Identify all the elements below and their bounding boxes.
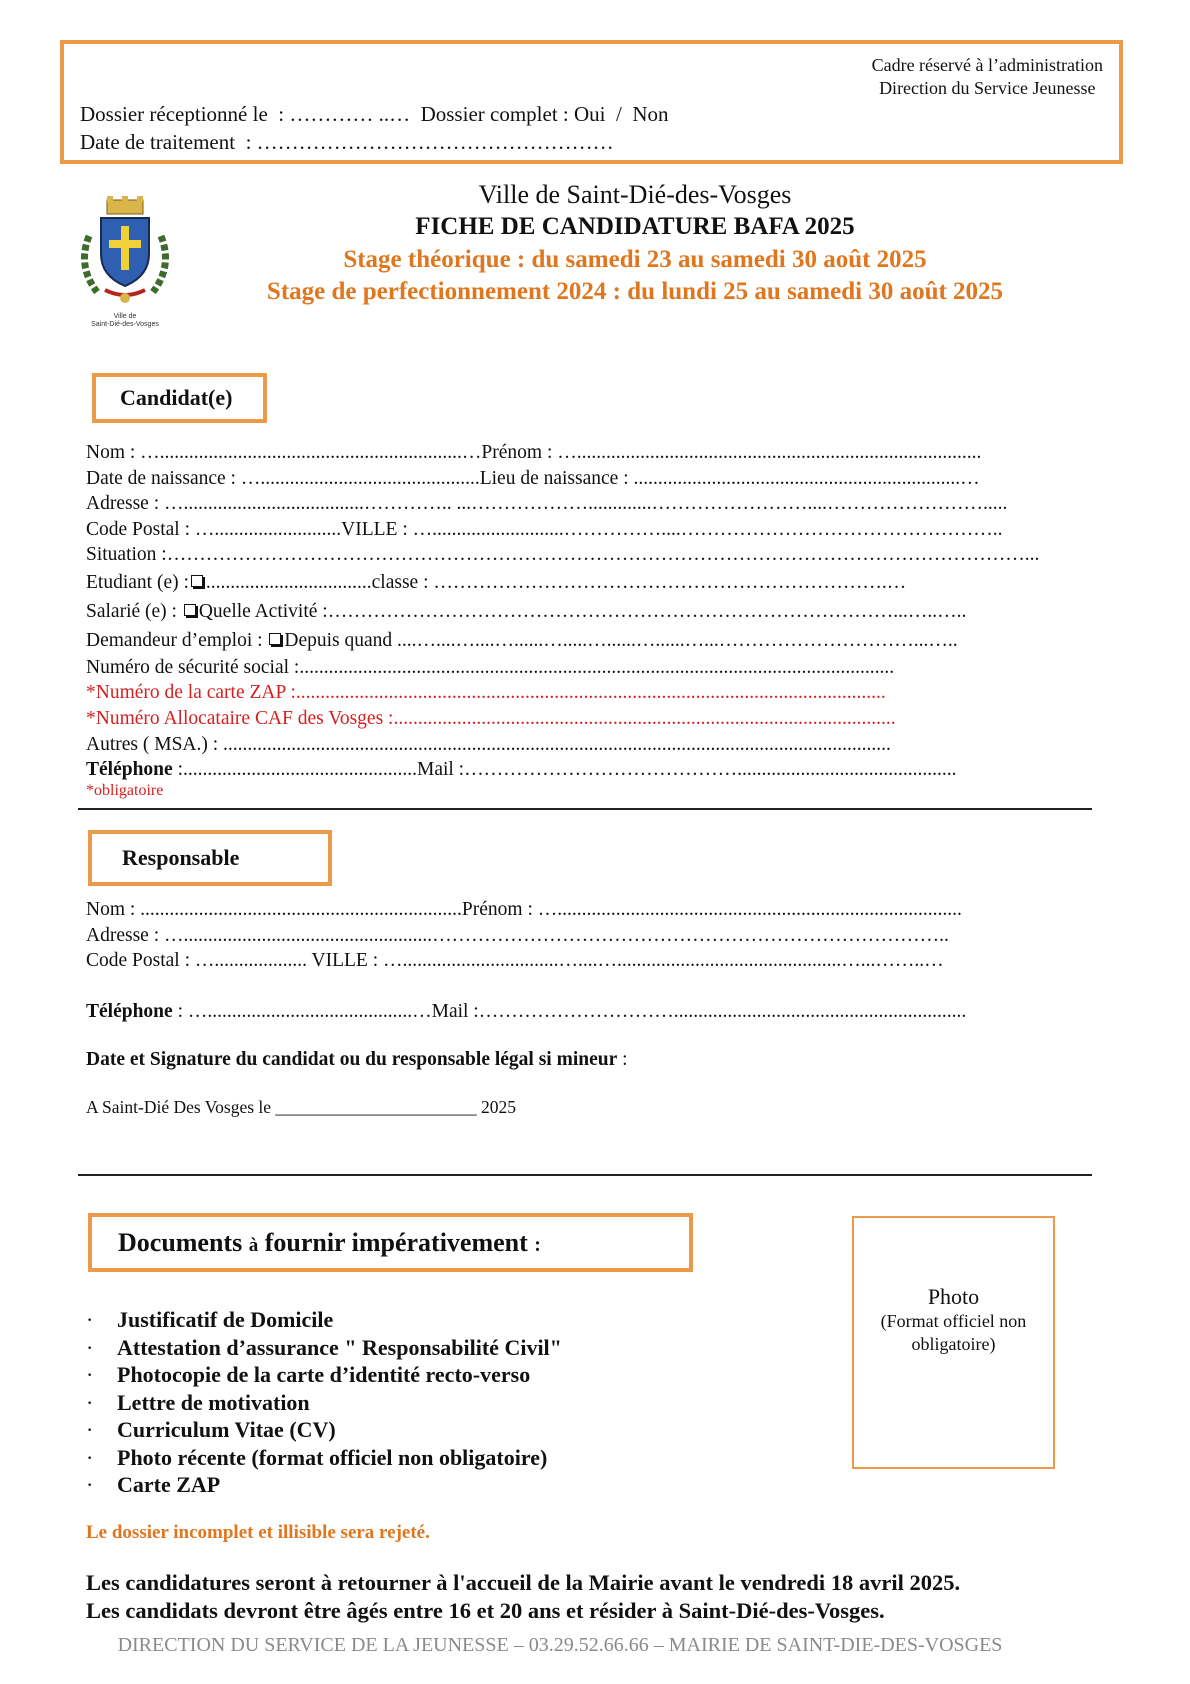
candidat-code-postal-field[interactable]: Code Postal : …..........................VILLE : …...........................……………....…………………………………………..: [86, 519, 1003, 540]
responsable-adresse-field[interactable]: Adresse : …...................................................……………………………………………………………………..: [86, 925, 949, 946]
candidat-telephone-label: Téléphone: [86, 759, 173, 780]
document-carte-zap: Carte ZAP: [117, 1472, 221, 1497]
list-item: [86, 1416, 562, 1444]
footer-contact: DIRECTION DU SERVICE DE LA JEUNESSE – 03.29.52.66.66 – MAIRIE DE SAINT-DIE-DES-VOSGES: [117, 1634, 1003, 1656]
document-photo: Photo récente (format officiel non obligatoire): [117, 1444, 548, 1470]
demandeur-label: Demandeur d’emploi :: [86, 630, 268, 651]
etudiant-checkbox[interactable]: [191, 575, 203, 587]
responsable-telephone-mail-field[interactable]: : …..........................................…Mail :…………………………............................................................: [172, 1001, 967, 1022]
demandeur-depuis-field[interactable]: Depuis quand ....…....…....…......….....…......…......…...…………………………...…..: [284, 630, 958, 651]
divider-candidat: [78, 808, 1092, 810]
stage-theorique-dates: Stage théorique : du samedi 23 au samedi 30 août 2025: [343, 246, 927, 273]
candidat-nom-prenom-field[interactable]: Nom : …..............................................................…Prénom : …...................................................................................: [86, 442, 982, 463]
list-item: [86, 1361, 562, 1389]
document-carte-identite: Photocopie de la carte d’identité recto-verso: [117, 1362, 531, 1387]
documents-list: [86, 1306, 562, 1499]
photo-placeholder-box[interactable]: [852, 1216, 1055, 1469]
city-name: Ville de Saint-Dié-des-Vosges: [478, 180, 792, 209]
responsable-telephone-label: Téléphone: [86, 1001, 173, 1022]
candidat-demandeur-row: [86, 628, 958, 653]
section-candidat: Candidat(e): [92, 373, 267, 423]
form-title: FICHE DE CANDIDATURE BAFA 2025: [415, 213, 855, 240]
obligatoire-note: *obligatoire: [86, 782, 164, 799]
bullet-icon: ·: [86, 1472, 94, 1497]
list-item: [86, 1444, 562, 1472]
salarie-label: Salarié (e) :: [86, 601, 182, 622]
deadline-notice: Les candidatures seront à retourner à l'accueil de la Mairie avant le vendredi 18 avril 2025.: [86, 1570, 961, 1595]
crest-caption-line1: Ville de: [113, 313, 137, 320]
admin-reserved-box: [60, 40, 1123, 164]
salarie-checkbox[interactable]: [184, 604, 196, 616]
section-responsable: Responsable: [88, 830, 332, 886]
bullet-icon: ·: [86, 1389, 94, 1415]
responsable-code-postal-field[interactable]: Code Postal : …................... VILLE : …................................…....…..............................................…...……..…: [86, 950, 944, 971]
section-documents: [88, 1213, 693, 1272]
signature-heading: [86, 1047, 628, 1072]
demandeur-checkbox[interactable]: [269, 633, 281, 645]
list-item: [86, 1334, 562, 1362]
etudiant-label: Etudiant (e) :: [86, 572, 189, 593]
stage-perfectionnement-dates: Stage de perfectionnement 2024 : du lundi 25 au samedi 30 août 2025: [266, 278, 1004, 305]
list-item: [86, 1306, 562, 1334]
candidat-telephone-row[interactable]: [86, 757, 956, 782]
bullet-icon: ·: [86, 1444, 94, 1470]
documents-title-part3: fournir impérativement: [264, 1228, 528, 1257]
candidat-autres-field[interactable]: Autres ( MSA.) : .........................................................................................................................................: [86, 734, 891, 755]
etudiant-classe-field[interactable]: ..................................classe : …………………………………………………………….…: [205, 572, 907, 593]
candidat-salarie-row: [86, 599, 966, 624]
list-item: [86, 1471, 562, 1499]
divider-responsable: [78, 1174, 1092, 1176]
salarie-activite-field[interactable]: Quelle Activité :……………………………………………………………………………...…..…..: [198, 601, 967, 622]
candidat-telephone-mail-field[interactable]: :................................................Mail :…………………………………….............................................: [172, 759, 957, 780]
bullet-icon: ·: [86, 1362, 94, 1387]
list-item: [86, 1389, 562, 1417]
candidat-naissance-field[interactable]: Date de naissance : ….............................................Lieu de naissance : ...................................................................…: [86, 468, 980, 489]
candidat-secu-field[interactable]: Numéro de sécurité social :..........................................................................................................................: [86, 657, 895, 678]
document-cv: Curriculum Vitae (CV): [117, 1417, 336, 1442]
photo-note-line2: obligatoire): [911, 1334, 996, 1354]
document-justificatif-domicile: Justificatif de Domicile: [117, 1307, 334, 1332]
bullet-icon: ·: [86, 1417, 94, 1442]
photo-label: Photo: [927, 1284, 980, 1309]
admin-reserved-line1: Cadre réservé à l’administration: [871, 55, 1103, 75]
responsable-nom-prenom-field[interactable]: Nom : ..................................................................Prénom : …...................................................................................: [86, 899, 962, 920]
crest-caption: [75, 313, 175, 329]
candidat-zap-field[interactable]: *Numéro de la carte ZAP :.........................................................................................................................: [86, 682, 886, 703]
candidat-caf-field[interactable]: *Numéro Allocataire CAF des Vosges :.......................................................................................................: [86, 708, 896, 729]
documents-title-colon: :: [534, 1234, 541, 1256]
age-residence-notice: Les candidats devront être âgés entre 16 et 20 ans et résider à Saint-Dié-des-Vosges.: [86, 1598, 885, 1623]
responsable-telephone-row[interactable]: [86, 999, 966, 1024]
processing-date-line: Date de traitement : ……………………………………………: [80, 130, 614, 154]
dossier-received-line: Dossier réceptionné le : ………… ..… Dossier complet : Oui / Non: [80, 102, 669, 126]
incomplete-warning: Le dossier incomplet et illisible sera rejeté.: [86, 1522, 430, 1543]
signature-colon: :: [617, 1049, 628, 1070]
documents-title-part1: Documents: [118, 1228, 243, 1257]
crest-caption-line2: Saint-Dié-des-Vosges: [91, 321, 159, 328]
document-attestation-assurance: Attestation d’assurance " Responsabilité Civil": [117, 1334, 562, 1360]
signature-place-date-field[interactable]: A Saint-Dié Des Vosges le _______________________ 2025: [86, 1097, 517, 1117]
admin-reserved-note: [872, 54, 1103, 100]
signature-title: Date et Signature du candidat ou du responsable légal si mineur: [86, 1049, 618, 1070]
bullet-icon: ·: [86, 1307, 94, 1332]
candidat-situation-field[interactable]: Situation :……………………………………………………………………………………………………………………...: [86, 544, 1040, 565]
bullet-icon: ·: [86, 1334, 94, 1360]
document-lettre-motivation: Lettre de motivation: [117, 1389, 310, 1415]
candidat-etudiant-row: [86, 570, 906, 595]
documents-title-part2: à: [248, 1235, 259, 1256]
candidat-adresse-field[interactable]: Adresse : ….....................................………….. ...……………….............……………………....…………………….....: [86, 493, 1008, 514]
admin-reserved-line2: Direction du Service Jeunesse: [879, 78, 1096, 98]
photo-note-line1: (Format officiel non: [880, 1311, 1027, 1331]
